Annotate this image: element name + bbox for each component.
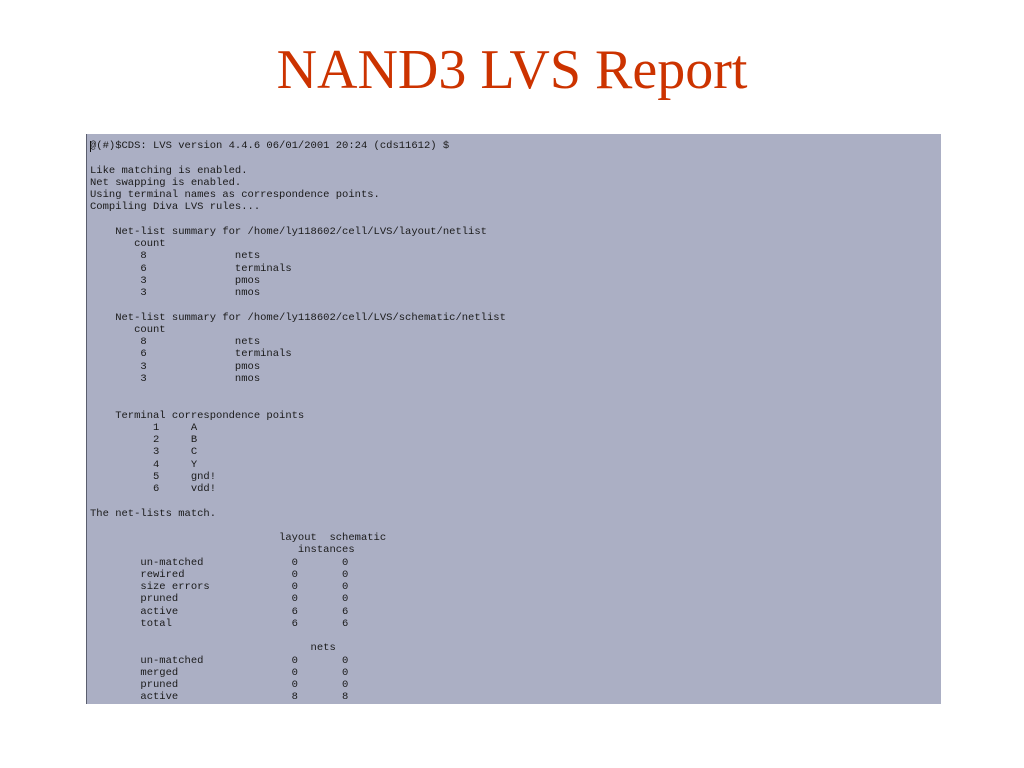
report-line: active 8 8 <box>90 691 349 704</box>
report-line: Like matching is enabled. <box>90 164 248 177</box>
report-line: 3 nmos <box>90 287 261 299</box>
report-line: Net-list summary for /home/ly118602/cell/LVS/layout/netlist <box>90 225 487 238</box>
report-line: rewired 0 0 <box>90 568 349 581</box>
report-line: 2 B <box>90 434 198 446</box>
report-line: 3 pmos <box>90 274 261 287</box>
report-line <box>90 520 506 532</box>
report-line: 5 gnd! <box>90 470 217 483</box>
report-line: 3 nmos <box>90 372 261 385</box>
report-line <box>90 214 506 226</box>
report-line: 6 terminals <box>90 348 292 361</box>
report-line <box>90 495 506 507</box>
report-line: Net swapping is enabled. <box>90 176 242 189</box>
report-line <box>90 299 506 311</box>
report-line: 8 nets <box>90 336 261 348</box>
report-line: size errors 0 0 <box>90 581 349 593</box>
report-line <box>90 397 506 409</box>
report-line: @(#)$CDS: LVS version 4.4.6 06/01/2001 20:24 (cds11612) $ <box>90 140 450 152</box>
report-line: 1 A <box>90 421 198 434</box>
report-line: pruned 0 0 <box>90 593 349 606</box>
report-line: un-matched 0 0 <box>90 556 349 569</box>
report-line: active 6 6 <box>90 605 349 618</box>
report-line: un-matched 0 0 <box>90 654 349 667</box>
lvs-report-text <box>90 140 506 704</box>
report-line: Terminal correspondence points <box>90 409 305 422</box>
report-line: 6 vdd! <box>90 483 217 495</box>
report-line: layout schematic <box>90 532 387 544</box>
report-line: Compiling Diva LVS rules... <box>90 201 261 214</box>
report-line: instances <box>90 544 355 557</box>
report-line: The net-lists match. <box>90 507 217 520</box>
report-line <box>90 152 506 164</box>
report-line: 6 terminals <box>90 262 292 275</box>
report-line: count <box>90 238 166 250</box>
report-line: 3 C <box>90 446 198 459</box>
slide-title: NAND3 LVS Report <box>276 39 748 101</box>
report-line: 3 pmos <box>90 360 261 373</box>
report-line: nets <box>90 642 336 655</box>
report-line: 8 nets <box>90 250 261 263</box>
report-line: Net-list summary for /home/ly118602/cell/LVS/schematic/netlist <box>90 311 506 324</box>
report-line <box>90 630 506 642</box>
report-line: merged 0 0 <box>90 666 349 679</box>
report-line: total 6 6 <box>90 617 349 630</box>
terminal-window[interactable] <box>86 134 941 704</box>
report-line: pruned 0 0 <box>90 679 349 691</box>
report-line: Using terminal names as correspondence points. <box>90 189 380 201</box>
report-line: 4 Y <box>90 458 198 471</box>
report-line <box>90 385 506 397</box>
report-line: count <box>90 323 166 336</box>
